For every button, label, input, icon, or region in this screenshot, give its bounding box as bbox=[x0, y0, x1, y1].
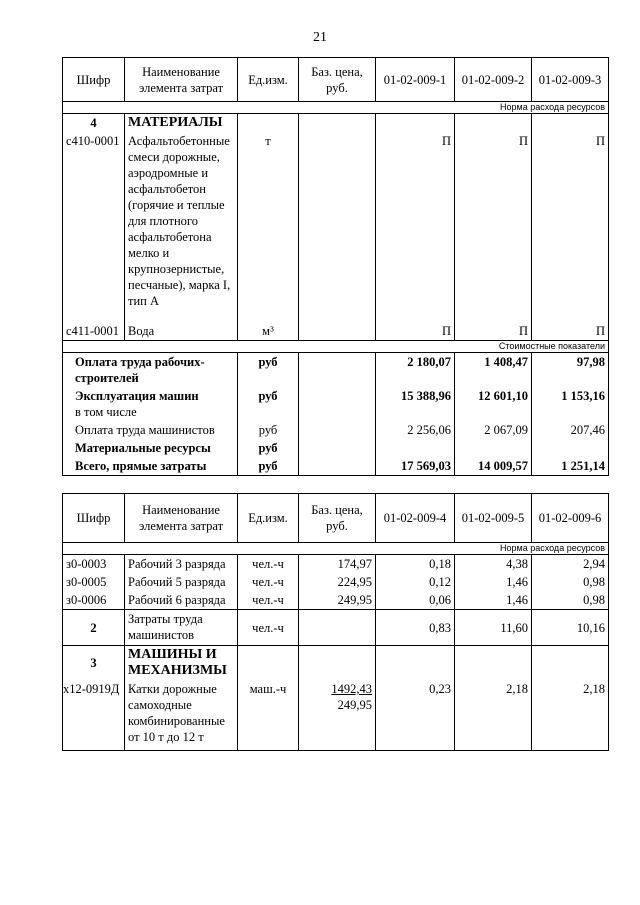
row-value: 0,23 bbox=[376, 680, 455, 750]
header-col-2: 01-02-009-2 bbox=[455, 58, 532, 102]
cost-name: Эксплуатация машин bbox=[75, 388, 199, 403]
row-unit: чел.-ч bbox=[238, 573, 299, 591]
cost-value: 17 569,03 bbox=[376, 457, 455, 476]
resource-table-2 bbox=[62, 493, 609, 751]
header-price: Баз. цена, руб. bbox=[299, 494, 376, 543]
header-name: Наименование элемента затрат bbox=[125, 494, 238, 543]
table-row bbox=[63, 591, 609, 610]
cost-name: Оплата труда машинистов bbox=[63, 421, 238, 439]
header-code: Шифр bbox=[63, 494, 125, 543]
machine-row bbox=[63, 680, 609, 750]
section-row bbox=[63, 114, 609, 133]
row-name: Затраты труда машинистов bbox=[125, 610, 238, 646]
section-number: 4 bbox=[63, 114, 125, 133]
cost-value: 12 601,10 bbox=[455, 387, 532, 421]
row-price: 249,95 bbox=[337, 698, 372, 712]
cost-name: Всего, прямые затраты bbox=[63, 457, 238, 476]
row-value: 2,18 bbox=[532, 680, 609, 750]
row-price-cell bbox=[299, 680, 376, 750]
cost-unit: руб bbox=[238, 439, 299, 457]
row-name: Асфальтобетонные смеси дорожные, аэродромные и асфальтобетон (горячие и теплые для плотного асфальтобетона мелко и крупнозернистые, песчаные), марка I, тип А bbox=[125, 132, 238, 316]
row-value: П bbox=[532, 132, 609, 316]
row-value: 0,83 bbox=[376, 610, 455, 646]
row-code: 2 bbox=[63, 610, 125, 646]
header-col-1: 01-02-009-1 bbox=[376, 58, 455, 102]
row-price: 174,97 bbox=[299, 555, 376, 574]
row-value: 1,46 bbox=[455, 573, 532, 591]
cost-value: 2 256,06 bbox=[376, 421, 455, 439]
cost-value: 1 153,16 bbox=[532, 387, 609, 421]
row-name: Рабочий 6 разряда bbox=[125, 591, 238, 610]
cost-value: 1 408,47 bbox=[455, 352, 532, 387]
cost-value: 15 388,96 bbox=[376, 387, 455, 421]
row-code: х12-0919Д bbox=[63, 680, 125, 750]
resource-table-1 bbox=[62, 57, 609, 476]
cost-unit: руб bbox=[238, 457, 299, 476]
row-value: 2,18 bbox=[455, 680, 532, 750]
table-row bbox=[63, 132, 609, 316]
row-value: П bbox=[455, 132, 532, 316]
cost-name: Материальные ресурсы bbox=[63, 439, 238, 457]
row-value: 0,06 bbox=[376, 591, 455, 610]
row-code: с410-0001 bbox=[63, 132, 125, 316]
row-unit: чел.-ч bbox=[238, 610, 299, 646]
section-title: МАТЕРИАЛЫ bbox=[125, 114, 238, 133]
row-code: з0-0005 bbox=[63, 573, 125, 591]
row-unit: маш.-ч bbox=[238, 680, 299, 750]
table-row bbox=[63, 316, 609, 340]
row-name: Вода bbox=[125, 316, 238, 340]
header-unit: Ед.изм. bbox=[238, 494, 299, 543]
row-value: 0,18 bbox=[376, 555, 455, 574]
norm-label: Норма расхода ресурсов bbox=[63, 543, 609, 555]
cost-row bbox=[63, 421, 609, 439]
row-value: П bbox=[376, 316, 455, 340]
header-code: Шифр bbox=[63, 58, 125, 102]
header-col-4: 01-02-009-4 bbox=[376, 494, 455, 543]
cost-row bbox=[63, 439, 609, 457]
row-code: з0-0003 bbox=[63, 555, 125, 574]
row-unit: чел.-ч bbox=[238, 555, 299, 574]
cost-row bbox=[63, 457, 609, 476]
cost-value: 1 251,14 bbox=[532, 457, 609, 476]
header-row bbox=[63, 58, 609, 102]
row-unit: м³ bbox=[238, 316, 299, 340]
cost-unit: руб bbox=[238, 352, 299, 387]
cost-row bbox=[63, 387, 609, 421]
row-name: Рабочий 3 разряда bbox=[125, 555, 238, 574]
row-price: 1492,43 bbox=[331, 682, 372, 696]
row-unit: т bbox=[238, 132, 299, 316]
header-col-6: 01-02-009-6 bbox=[532, 494, 609, 543]
norm-label-row bbox=[63, 543, 609, 555]
row-value: 1,46 bbox=[455, 591, 532, 610]
row-value: 4,38 bbox=[455, 555, 532, 574]
section-number: 3 bbox=[63, 646, 125, 681]
table-row bbox=[63, 555, 609, 574]
row-value: 0,12 bbox=[376, 573, 455, 591]
row-value: П bbox=[532, 316, 609, 340]
row-value: П bbox=[376, 132, 455, 316]
cost-value: 2 180,07 bbox=[376, 352, 455, 387]
header-col-5: 01-02-009-5 bbox=[455, 494, 532, 543]
cost-label: Стоимостные показатели bbox=[63, 340, 609, 352]
row-value: П bbox=[455, 316, 532, 340]
cost-value: 207,46 bbox=[532, 421, 609, 439]
row-code: з0-0006 bbox=[63, 591, 125, 610]
cost-value: 97,98 bbox=[532, 352, 609, 387]
cost-label-row bbox=[63, 340, 609, 352]
row-price: 224,95 bbox=[299, 573, 376, 591]
row-name: Рабочий 5 разряда bbox=[125, 573, 238, 591]
row-name: Катки дорожные самоходные комбинированные от 10 т до 12 т bbox=[125, 680, 238, 750]
norm-label-row bbox=[63, 102, 609, 114]
row-code: с411-0001 bbox=[63, 316, 125, 340]
cost-row bbox=[63, 352, 609, 387]
cost-value: 2 067,09 bbox=[455, 421, 532, 439]
section-title: МАШИНЫ И МЕХАНИЗМЫ bbox=[125, 646, 238, 681]
labor-row bbox=[63, 610, 609, 646]
cost-unit: руб bbox=[238, 387, 299, 421]
row-price: 249,95 bbox=[299, 591, 376, 610]
header-unit: Ед.изм. bbox=[238, 58, 299, 102]
header-row bbox=[63, 494, 609, 543]
row-value: 0,98 bbox=[532, 591, 609, 610]
table-row bbox=[63, 573, 609, 591]
cost-value: 14 009,57 bbox=[455, 457, 532, 476]
row-value: 10,16 bbox=[532, 610, 609, 646]
row-value: 0,98 bbox=[532, 573, 609, 591]
cost-subtitle: в том числе bbox=[75, 404, 137, 419]
cost-unit: руб bbox=[238, 421, 299, 439]
row-unit: чел.-ч bbox=[238, 591, 299, 610]
norm-label: Норма расхода ресурсов bbox=[63, 102, 609, 114]
header-col-3: 01-02-009-3 bbox=[532, 58, 609, 102]
row-value: 2,94 bbox=[532, 555, 609, 574]
row-value: 11,60 bbox=[455, 610, 532, 646]
page-number: 21 bbox=[313, 30, 327, 45]
section-row bbox=[63, 646, 609, 681]
header-price: Баз. цена, руб. bbox=[299, 58, 376, 102]
cost-name-cell bbox=[63, 387, 238, 421]
cost-name: Оплата труда рабочих-строителей bbox=[63, 352, 238, 387]
header-name: Наименование элемента затрат bbox=[125, 58, 238, 102]
